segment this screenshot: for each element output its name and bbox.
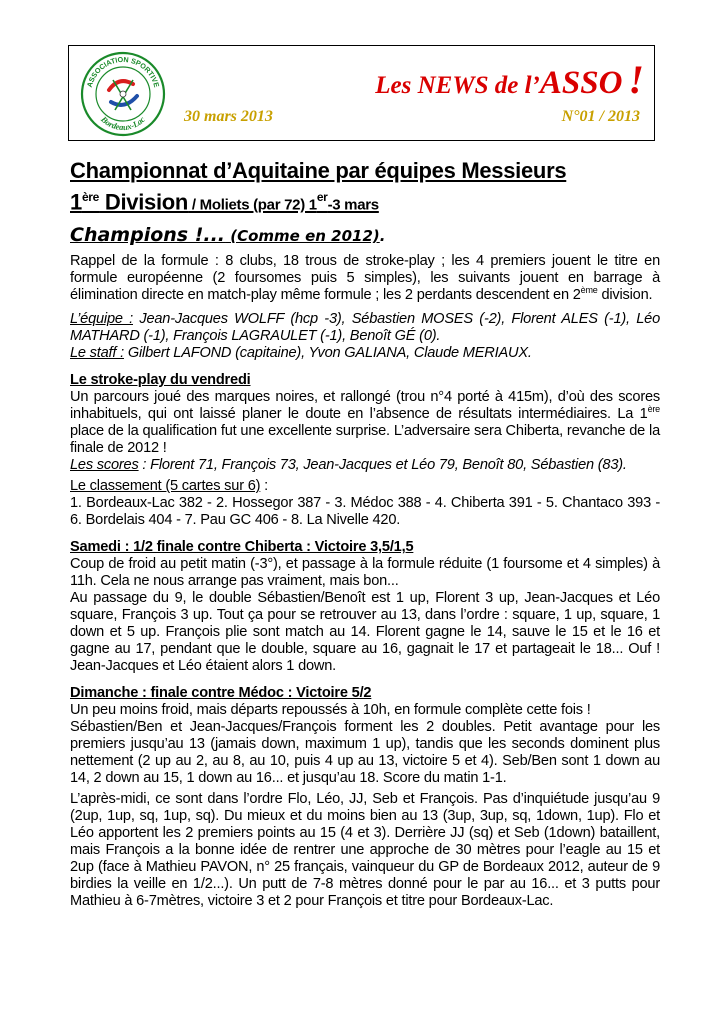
issue-date: 30 mars 2013 (184, 108, 273, 125)
newsletter-title: Les NEWS de l’ASSO ! (375, 57, 644, 102)
team-line: L’équipe : Jean-Jacques WOLFF (hcp -3), Sébastien MOSES (-2), Florent ALES (-1), Léo MATHARD (-1), François LAGRAULET (-1), Benoît GÉ (0). (70, 311, 660, 345)
stroke-play-text: Un parcours joué des marques noires, et rallongé (trou n°4 porté à 415m), d’où des scores inhabituels, qui ont laissé planer le doute en l’absence de résultats intermédiaires. La 1ère place de la qualification fut une excellente surprise. L’adversaire sera Chiberta, revanche de la finale de 2012 ! (70, 389, 660, 457)
champions-headline: Champions !... (Comme en 2012). (70, 224, 386, 247)
ranking-label: Le classement (5 cartes sur 6) : (70, 478, 269, 495)
issue-number: N°01 / 2013 (561, 108, 640, 125)
semifinal-para1: Coup de froid au petit matin (-3°), et passage à la formule réduite (1 foursome et 4 simples) à 11h. Cela ne nous arrange pas vraiment, mais bon... (70, 556, 660, 590)
staff-line: Le staff : Gilbert LAFOND (capitaine), Yvon GALIANA, Claude MERIAUX. (70, 345, 532, 362)
golf-club-emblem-icon (79, 50, 167, 138)
semifinal-para2: Au passage du 9, le double Sébastien/Benoît est 1 up, Florent 3 up, Jean-Jacques et Léo square, François 3 up. Tout ça pour se retrouver au 13, dans l’ordre : square, 1 up, square, 1 down et 5 up. François plie sont match au 14. Florent gagne le 14, sauve le 15 et le 16 et gagne au 17, pendant que le double, square au 16, gagnait le 17 et partageait le 18... Ouf ! Jean-Jacques et Léo étaient alors 1 down. (70, 590, 660, 675)
article-title-line1: Championnat d’Aquitaine par équipes Messieurs (70, 158, 567, 183)
final-para1: Un peu moins froid, mais départs repoussés à 10h, en formule complète cette fois ! (70, 702, 591, 719)
final-heading: Dimanche : finale contre Médoc : Victoire 5/2 (70, 685, 372, 702)
final-para2: Sébastien/Ben et Jean-Jacques/François forment les 2 doubles. Petit avantage pour les premiers jusqu’au 13 (jamais down, maximum 1 up), tandis que les seconds dominent plus nettement (2 up au 2, au 8, au 10, puis 4 up au 13, victoire 5 et 4). Seb/Ben sont 1 down au 14, 2 down au 15, 1 down au 16... et jusqu’au 18. Score du matin 1-1. (70, 719, 660, 787)
article-title-line2: 1ère Division / Moliets (par 72) 1er-3 mars (70, 189, 379, 215)
semifinal-heading: Samedi : 1/2 finale contre Chiberta : Victoire 3,5/1,5 (70, 539, 414, 556)
scores-line: Les scores : Florent 71, François 73, Jean-Jacques et Léo 79, Benoît 80, Sébastien (83). (70, 457, 627, 474)
ranking-text: 1. Bordeaux-Lac 382 - 2. Hossegor 387 - 3. Médoc 388 - 4. Chiberta 391 - 5. Chantaco 393 - 6. Bordelais 404 - 7. Pau GC 406 - 8. La Nivelle 420. (70, 495, 660, 529)
final-para3: L’après-midi, ce sont dans l’ordre Flo, Léo, JJ, Seb et François. Pas d’inquiétude jusqu’au 9 (2up, 1up, sq, 1up, sq). Du mieux et du moins bien au 13 (3up, 3up, sq, 1down, 1up). Flo et Léo apportent les 2 premiers points au 15 (4 et 3). Derrière JJ (sq) et Seb (1down) bataillent, mais François a la bonne idée de rentrer une approche de 30 mètres pour l’eagle au 15 et 2up (face à Mathieu PAVON, n° 25 français, vainqueur du GP de Bordeaux 2012, auteur de 9 birdies la veille en 1/2...). Un putt de 7-8 mètres donné pour le par au 16... et 3 putts pour Mathieu à 6-7mètres, victoire 3 et 2 pour François et titre pour Bordeaux-Lac. (70, 791, 660, 910)
svg-text:Bordeaux-Lac: Bordeaux-Lac (99, 114, 147, 133)
stroke-play-heading: Le stroke-play du vendredi (70, 372, 251, 389)
format-reminder: Rappel de la formule : 8 clubs, 18 trous de stroke-play ; les 4 premiers jouent le titre en formule européenne (2 foursomes puis 5 simples), les suivants jouent en barrage à élimination directe en match-play même formule ; les 2 perdants descendent en 2ème division. (70, 253, 660, 304)
svg-text:ASSOCIATION SPORTIVE: ASSOCIATION SPORTIVE (84, 54, 162, 89)
newsletter-header (68, 45, 655, 141)
club-logo (79, 50, 167, 138)
article-body (70, 158, 660, 910)
